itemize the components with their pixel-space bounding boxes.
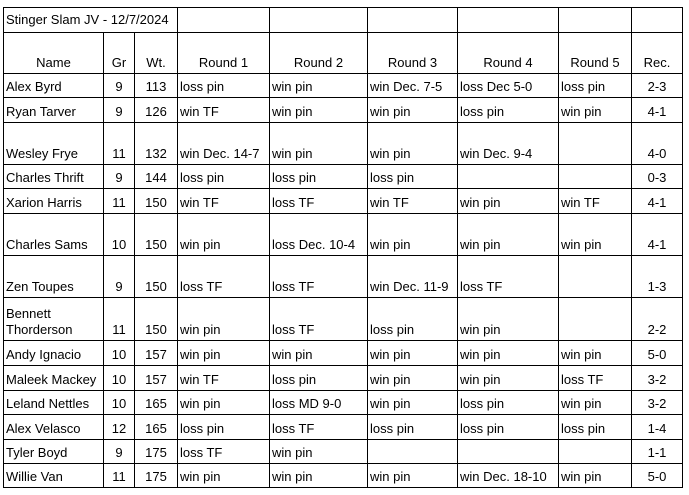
cell-round-4[interactable]: win pin: [458, 214, 559, 256]
cell-round-2[interactable]: loss TF: [270, 256, 368, 298]
cell-record[interactable]: 3-2: [632, 366, 683, 391]
cell-round-4[interactable]: win Dec. 18-10: [458, 464, 559, 488]
empty-cell[interactable]: [458, 8, 559, 33]
cell-name[interactable]: Alex Velasco: [4, 415, 104, 440]
cell-round-1[interactable]: loss TF: [178, 440, 270, 464]
table-row: [4, 440, 683, 464]
cell-round-5[interactable]: [559, 123, 632, 165]
header-round-1[interactable]: Round 1: [178, 33, 270, 74]
cell-name[interactable]: Bennett Thorderson: [4, 298, 104, 341]
cell-weight[interactable]: 175: [135, 464, 178, 488]
cell-round-2[interactable]: win pin: [270, 341, 368, 366]
cell-round-1[interactable]: win Dec. 14-7: [178, 123, 270, 165]
cell-record[interactable]: 2-3: [632, 74, 683, 98]
table-row: [4, 341, 683, 366]
header-record[interactable]: Rec.: [632, 33, 683, 74]
cell-round-1[interactable]: win TF: [178, 189, 270, 214]
cell-weight[interactable]: 126: [135, 98, 178, 123]
cell-name[interactable]: Leland Nettles: [4, 391, 104, 415]
cell-round-2[interactable]: win pin: [270, 74, 368, 98]
cell-round-5[interactable]: win pin: [559, 341, 632, 366]
cell-record[interactable]: 4-1: [632, 98, 683, 123]
cell-name[interactable]: Charles Sams: [4, 214, 104, 256]
cell-name[interactable]: Andy Ignacio: [4, 341, 104, 366]
cell-grade[interactable]: 9: [104, 256, 135, 298]
cell-round-5[interactable]: win pin: [559, 391, 632, 415]
cell-round-5[interactable]: win pin: [559, 98, 632, 123]
results-table: [3, 7, 683, 488]
cell-record[interactable]: 4-1: [632, 214, 683, 256]
cell-round-5[interactable]: [559, 256, 632, 298]
cell-grade[interactable]: 9: [104, 440, 135, 464]
cell-grade[interactable]: 9: [104, 74, 135, 98]
table-row: [4, 165, 683, 189]
cell-weight[interactable]: 113: [135, 74, 178, 98]
header-grade[interactable]: Gr: [104, 33, 135, 74]
cell-record[interactable]: 2-2: [632, 298, 683, 341]
cell-name[interactable]: Wesley Frye: [4, 123, 104, 165]
cell-round-5[interactable]: loss TF: [559, 366, 632, 391]
empty-cell[interactable]: [632, 8, 683, 33]
cell-record[interactable]: 5-0: [632, 464, 683, 488]
cell-round-5[interactable]: [559, 165, 632, 189]
cell-round-2[interactable]: win pin: [270, 440, 368, 464]
cell-record[interactable]: 3-2: [632, 391, 683, 415]
cell-round-5[interactable]: win pin: [559, 464, 632, 488]
table-row: [4, 98, 683, 123]
cell-record[interactable]: 1-4: [632, 415, 683, 440]
cell-round-2[interactable]: win pin: [270, 464, 368, 488]
cell-round-3[interactable]: win pin: [368, 464, 458, 488]
cell-weight[interactable]: 165: [135, 391, 178, 415]
cell-grade[interactable]: 11: [104, 189, 135, 214]
table-row: [4, 256, 683, 298]
header-round-2[interactable]: Round 2: [270, 33, 368, 74]
cell-grade[interactable]: 11: [104, 298, 135, 341]
cell-round-3[interactable]: win pin: [368, 391, 458, 415]
cell-round-3[interactable]: win pin: [368, 214, 458, 256]
cell-round-5[interactable]: [559, 298, 632, 341]
empty-cell[interactable]: [368, 8, 458, 33]
cell-round-4[interactable]: [458, 440, 559, 464]
cell-grade[interactable]: 10: [104, 341, 135, 366]
cell-round-2[interactable]: loss pin: [270, 366, 368, 391]
header-row: [4, 33, 683, 74]
cell-round-2[interactable]: loss Dec. 10-4: [270, 214, 368, 256]
sheet-title[interactable]: Stinger Slam JV - 12/7/2024: [4, 8, 178, 33]
cell-round-2[interactable]: loss pin: [270, 165, 368, 189]
cell-round-4[interactable]: win pin: [458, 298, 559, 341]
table-row: [4, 366, 683, 391]
cell-weight[interactable]: 150: [135, 256, 178, 298]
table-row: [4, 464, 683, 488]
cell-weight[interactable]: 150: [135, 189, 178, 214]
cell-round-4[interactable]: win pin: [458, 341, 559, 366]
header-name[interactable]: Name: [4, 33, 104, 74]
cell-round-5[interactable]: loss pin: [559, 415, 632, 440]
cell-round-1[interactable]: loss TF: [178, 256, 270, 298]
cell-round-3[interactable]: win pin: [368, 98, 458, 123]
cell-round-3[interactable]: win TF: [368, 189, 458, 214]
cell-weight[interactable]: 150: [135, 298, 178, 341]
cell-round-4[interactable]: loss Dec 5-0: [458, 74, 559, 98]
cell-round-4[interactable]: loss pin: [458, 98, 559, 123]
cell-grade[interactable]: 9: [104, 98, 135, 123]
cell-round-2[interactable]: win pin: [270, 98, 368, 123]
cell-round-4[interactable]: [458, 165, 559, 189]
cell-round-2[interactable]: loss TF: [270, 415, 368, 440]
table-row: [4, 415, 683, 440]
cell-record[interactable]: 5-0: [632, 341, 683, 366]
cell-round-2[interactable]: win pin: [270, 123, 368, 165]
cell-record[interactable]: 1-3: [632, 256, 683, 298]
cell-grade[interactable]: 10: [104, 391, 135, 415]
table-row: [4, 298, 683, 341]
cell-round-4[interactable]: loss pin: [458, 391, 559, 415]
cell-round-3[interactable]: win pin: [368, 123, 458, 165]
cell-round-3[interactable]: win Dec. 11-9: [368, 256, 458, 298]
table-row: [4, 391, 683, 415]
cell-name[interactable]: Xarion Harris: [4, 189, 104, 214]
cell-name[interactable]: Alex Byrd: [4, 74, 104, 98]
cell-weight[interactable]: 144: [135, 165, 178, 189]
cell-round-1[interactable]: loss pin: [178, 74, 270, 98]
cell-round-2[interactable]: loss MD 9-0: [270, 391, 368, 415]
cell-round-2[interactable]: loss TF: [270, 298, 368, 341]
cell-name[interactable]: Maleek Mackey: [4, 366, 104, 391]
cell-weight[interactable]: 175: [135, 440, 178, 464]
cell-grade[interactable]: 12: [104, 415, 135, 440]
empty-cell[interactable]: [559, 8, 632, 33]
cell-record[interactable]: 1-1: [632, 440, 683, 464]
cell-round-5[interactable]: win pin: [559, 214, 632, 256]
cell-record[interactable]: 4-0: [632, 123, 683, 165]
empty-cell[interactable]: [270, 8, 368, 33]
cell-weight[interactable]: 150: [135, 214, 178, 256]
table-row: [4, 189, 683, 214]
cell-round-1[interactable]: win pin: [178, 341, 270, 366]
cell-name[interactable]: Ryan Tarver: [4, 98, 104, 123]
cell-round-3[interactable]: win pin: [368, 341, 458, 366]
cell-name[interactable]: Tyler Boyd: [4, 440, 104, 464]
cell-round-4[interactable]: loss pin: [458, 415, 559, 440]
empty-cell[interactable]: [178, 8, 270, 33]
cell-record[interactable]: 4-1: [632, 189, 683, 214]
header-round-5[interactable]: Round 5: [559, 33, 632, 74]
cell-round-4[interactable]: win pin: [458, 189, 559, 214]
cell-name[interactable]: Willie Van: [4, 464, 104, 488]
cell-round-4[interactable]: win pin: [458, 366, 559, 391]
cell-round-3[interactable]: loss pin: [368, 415, 458, 440]
cell-weight[interactable]: 157: [135, 341, 178, 366]
cell-weight[interactable]: 165: [135, 415, 178, 440]
cell-record[interactable]: 0-3: [632, 165, 683, 189]
cell-round-5[interactable]: win TF: [559, 189, 632, 214]
cell-round-1[interactable]: win pin: [178, 214, 270, 256]
cell-round-1[interactable]: win TF: [178, 366, 270, 391]
cell-round-3[interactable]: loss pin: [368, 298, 458, 341]
cell-round-1[interactable]: win pin: [178, 298, 270, 341]
table-row: [4, 74, 683, 98]
header-weight[interactable]: Wt.: [135, 33, 178, 74]
cell-round-3[interactable]: win Dec. 7-5: [368, 74, 458, 98]
cell-grade[interactable]: 11: [104, 464, 135, 488]
cell-round-1[interactable]: loss pin: [178, 415, 270, 440]
cell-name[interactable]: Charles Thrift: [4, 165, 104, 189]
cell-round-1[interactable]: win TF: [178, 98, 270, 123]
header-round-3[interactable]: Round 3: [368, 33, 458, 74]
cell-weight[interactable]: 132: [135, 123, 178, 165]
cell-weight[interactable]: 157: [135, 366, 178, 391]
cell-round-5[interactable]: [559, 440, 632, 464]
cell-round-1[interactable]: win pin: [178, 464, 270, 488]
spreadsheet: [3, 7, 683, 488]
cell-round-1[interactable]: loss pin: [178, 165, 270, 189]
table-row: [4, 214, 683, 256]
cell-round-5[interactable]: loss pin: [559, 74, 632, 98]
cell-round-4[interactable]: loss TF: [458, 256, 559, 298]
cell-round-1[interactable]: win pin: [178, 391, 270, 415]
cell-grade[interactable]: 10: [104, 366, 135, 391]
cell-round-2[interactable]: loss TF: [270, 189, 368, 214]
cell-round-4[interactable]: win Dec. 9-4: [458, 123, 559, 165]
cell-round-3[interactable]: [368, 440, 458, 464]
cell-name[interactable]: Zen Toupes: [4, 256, 104, 298]
cell-grade[interactable]: 9: [104, 165, 135, 189]
cell-round-3[interactable]: win pin: [368, 366, 458, 391]
table-row: [4, 123, 683, 165]
cell-grade[interactable]: 10: [104, 214, 135, 256]
cell-round-3[interactable]: loss pin: [368, 165, 458, 189]
cell-grade[interactable]: 11: [104, 123, 135, 165]
header-round-4[interactable]: Round 4: [458, 33, 559, 74]
